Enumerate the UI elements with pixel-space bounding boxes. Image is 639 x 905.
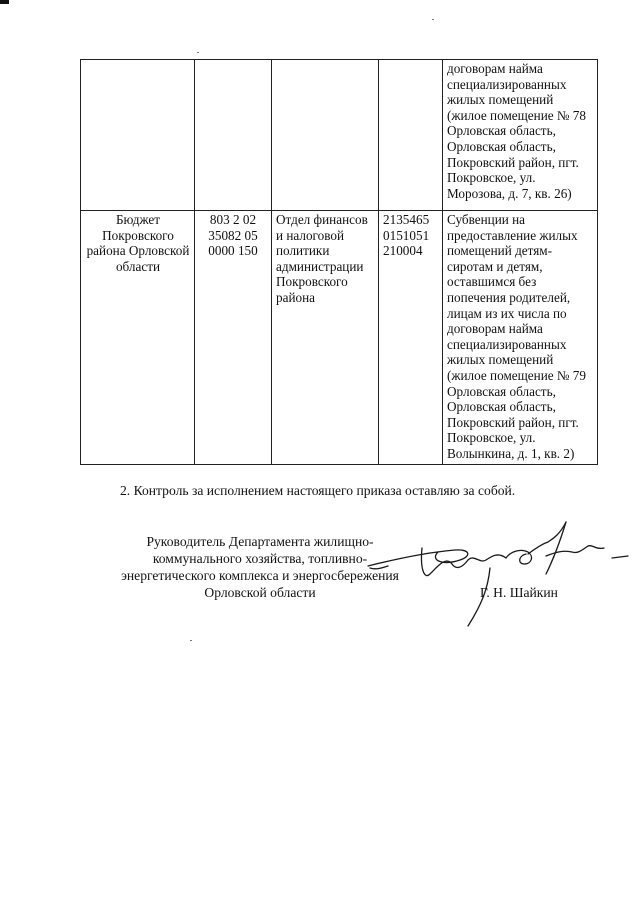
account-cell [379, 60, 443, 211]
signer-name: Г. Н. Шайкин [480, 585, 558, 600]
signer-title-line: энергетического комплекса и энергосбережения [121, 568, 399, 583]
scan-speck [190, 640, 192, 641]
purpose-cell: договорам найма специализированных жилых помещений (жилое помещение № 78 Орловская область, Орловская область, Покровский район, пгт. Покровское, ул. Морозова, д. 7, кв. 26) [443, 60, 598, 211]
purpose-cell: Субвенции на предоставление жилых помещений детям-сиротам и детям, оставшимся без попечения родителей, лицам из их числа по договорам найма специализированных жилых помещений (жилое помещение № 79 Орловская область, Орловская область, Покровский район, пгт. Покровское, ул. Волынкина, д. 1, кв. 2) [443, 211, 598, 465]
recipient-cell [272, 60, 379, 211]
recipient-cell: Отдел финансов и налоговой политики администрации Покровского района [272, 211, 379, 465]
budget-code-cell [195, 60, 272, 211]
budget-code-cell: 803 2 02 35082 05 0000 150 [195, 211, 272, 465]
signer-title-line: Руководитель Департамента жилищно- [146, 534, 374, 549]
signer-title-line: Орловской области [204, 585, 316, 600]
budget-cell [81, 60, 195, 211]
control-paragraph: 2. Контроль за исполнением настоящего приказа оставляю за собой. [120, 483, 516, 498]
scan-speck [197, 52, 199, 53]
table-row [81, 60, 598, 211]
handwritten-signature [360, 508, 635, 633]
scan-corner-mark [0, 0, 9, 4]
scan-speck [432, 19, 434, 20]
subsidy-table [80, 59, 598, 465]
account-cell: 2135465 0151051 210004 [379, 211, 443, 465]
budget-cell: Бюджет Покровского района Орловской области [81, 211, 195, 465]
signer-title-line: коммунального хозяйства, топливно- [152, 551, 368, 566]
table-row [81, 211, 598, 465]
